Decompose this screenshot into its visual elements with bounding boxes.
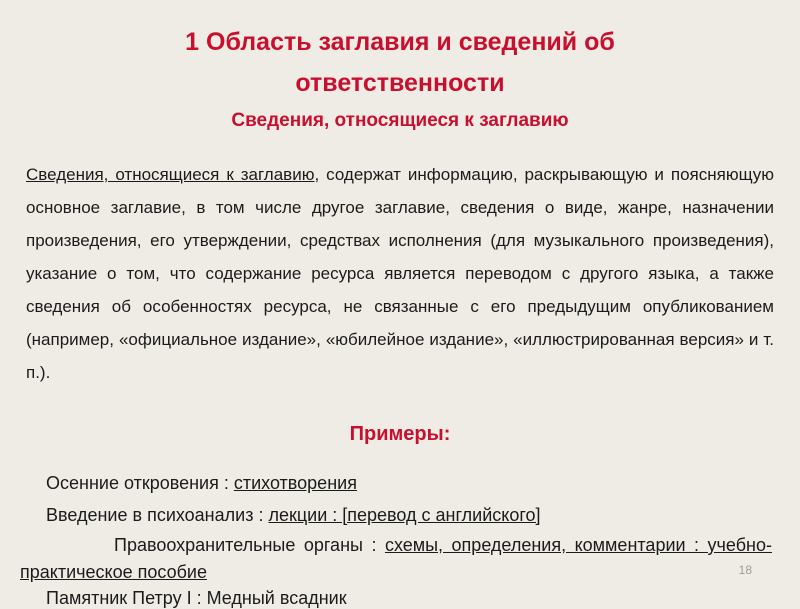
body-paragraph xyxy=(26,158,774,389)
example-1-info: стихотворения xyxy=(233,473,357,493)
paragraph-lead: Сведения, относящиеся к заглавию xyxy=(26,165,315,184)
slide-title-line1: 1 Область заглавия и сведений об xyxy=(185,28,615,56)
example-1-main: Осенние откровения xyxy=(46,473,219,493)
example-3-main: Правоохранительные органы xyxy=(114,535,363,555)
example-4: Памятник Петру I : Медный всадник xyxy=(46,588,347,608)
paragraph-rest: , содержат информацию, раскрывающую и поясняющую основное заглавие, в том числе другое заглавие, сведения о виде, жанре, назначении произведения, его утверждении, средствах исполнения (для музыкального произведения), указание о том, что содержание ресурса является переводом с другого языка, а также сведения об особенностях ресурса, не связанные с его предыдущим опубликованием (например, «официальное издание», «юбилейное издание», «иллюстрированная версия» и т. п.). xyxy=(26,165,774,382)
example-3-info: схемы, определения, комментарии : учебно-практическое пособие xyxy=(20,535,772,582)
example-2 xyxy=(46,504,541,526)
example-2-info: лекции : [перевод с английского] xyxy=(268,505,541,525)
example-1-sep: : xyxy=(218,473,234,493)
example-2-main: Введение в психоанализ xyxy=(46,505,254,525)
slide-subtitle: Сведения, относящиеся к заглавию xyxy=(231,110,569,131)
page-number: 18 xyxy=(738,563,752,577)
example-3 xyxy=(20,532,772,586)
example-3-sep: : xyxy=(362,535,385,555)
slide-title-line2: ответственности xyxy=(295,69,505,97)
example-1 xyxy=(46,472,357,494)
slide-title xyxy=(0,22,800,104)
examples-heading: Примеры: xyxy=(349,423,451,445)
example-2-sep: : xyxy=(253,505,269,525)
